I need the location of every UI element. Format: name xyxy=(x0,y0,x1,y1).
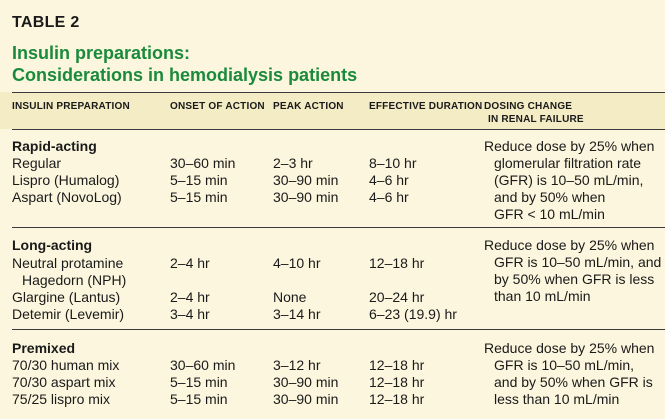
dosing-line: less than 10 mL/min xyxy=(494,391,620,407)
row-peak: 30–90 min xyxy=(273,189,339,205)
row-prep: Regular xyxy=(12,155,62,171)
row-onset: 30–60 min xyxy=(170,155,236,171)
row-onset: 2–4 hr xyxy=(170,289,210,305)
header-onset: ONSET OF ACTION xyxy=(170,101,265,112)
row-prep: Detemir (Levemir) xyxy=(12,306,125,322)
dosing-line: (GFR) is 10–50 mL/min, xyxy=(494,172,644,188)
dosing-premixed xyxy=(484,340,654,408)
row-prep: 70/30 aspart mix xyxy=(12,374,116,390)
dosing-line: GFR is 10–50 mL/min, and xyxy=(494,254,662,270)
row-duration: 12–18 hr xyxy=(369,255,425,271)
row-onset: 5–15 min xyxy=(170,189,228,205)
row-duration: 6–23 (19.9) hr xyxy=(369,306,457,322)
row-duration: 4–6 hr xyxy=(369,172,409,188)
group-rule xyxy=(12,329,665,330)
row-peak: None xyxy=(273,289,307,305)
row-duration: 8–10 hr xyxy=(369,155,417,171)
row-duration: 4–6 hr xyxy=(369,189,409,205)
row-onset: 30–60 min xyxy=(170,357,236,373)
row-prep: Neutral protamine xyxy=(12,255,124,271)
row-onset: 2–4 hr xyxy=(170,255,210,271)
dosing-long xyxy=(484,237,661,305)
group-title-premixed: Premixed xyxy=(12,340,76,356)
row-duration: 12–18 hr xyxy=(369,391,425,407)
row-peak: 2–3 hr xyxy=(273,155,313,171)
group-title-rapid: Rapid-acting xyxy=(12,138,97,154)
dosing-line: Reduce dose by 25% when xyxy=(484,138,655,154)
header-dosing-line-1: DOSING CHANGE xyxy=(484,101,573,112)
row-prep: 70/30 human mix xyxy=(12,357,120,373)
header-prep: INSULIN PREPARATION xyxy=(12,101,130,112)
row-onset: 5–15 min xyxy=(170,374,228,390)
title-line-2: Considerations in hemodialysis patients xyxy=(12,65,358,85)
group-title-long: Long-acting xyxy=(12,237,93,253)
row-peak: 4–10 hr xyxy=(273,255,321,271)
header-dosing xyxy=(484,100,584,126)
dosing-line: and by 50% when xyxy=(494,189,606,205)
row-peak: 30–90 min xyxy=(273,391,339,407)
group-rule xyxy=(12,227,665,228)
row-peak: 3–12 hr xyxy=(273,357,321,373)
dosing-line: Reduce dose by 25% when xyxy=(484,237,655,253)
row-duration: 12–18 hr xyxy=(369,357,425,373)
dosing-line: GFR is 10–50 mL/min, xyxy=(494,357,635,373)
dosing-line: GFR < 10 mL/min xyxy=(494,206,605,222)
row-prep: 75/25 lispro mix xyxy=(12,391,111,407)
header-peak: PEAK ACTION xyxy=(273,101,344,112)
dosing-line: glomerular filtration rate xyxy=(494,155,642,171)
dosing-rapid xyxy=(484,138,654,223)
row-peak: 30–90 min xyxy=(273,172,339,188)
row-duration: 20–24 hr xyxy=(369,289,425,305)
header-top-rule xyxy=(12,92,665,93)
dosing-line: and by 50% when GFR is xyxy=(494,374,653,390)
dosing-line: than 10 mL/min xyxy=(494,288,591,304)
table-title xyxy=(12,42,357,86)
table-label: TABLE 2 xyxy=(12,14,80,31)
row-prep: Lispro (Humalog) xyxy=(12,172,120,188)
row-prep: Aspart (NovoLog) xyxy=(12,189,122,205)
row-onset: 5–15 min xyxy=(170,172,228,188)
header-dosing-line-2: IN RENAL FAILURE xyxy=(488,114,584,125)
row-prep: Glargine (Lantus) xyxy=(12,289,121,305)
title-line-1: Insulin preparations: xyxy=(12,43,191,63)
row-peak: 30–90 min xyxy=(273,374,339,390)
dosing-line: by 50% when GFR is less xyxy=(494,271,655,287)
row-peak: 3–14 hr xyxy=(273,306,321,322)
header-duration: EFFECTIVE DURATION xyxy=(369,101,483,112)
header-bottom-rule xyxy=(12,129,665,130)
dosing-line: Reduce dose by 25% when xyxy=(484,340,655,356)
row-prep-cont xyxy=(12,272,126,289)
row-prep-line-2: Hagedorn (NPH) xyxy=(22,272,127,288)
row-duration: 12–18 hr xyxy=(369,374,425,390)
row-onset: 5–15 min xyxy=(170,391,228,407)
row-onset: 3–4 hr xyxy=(170,306,210,322)
